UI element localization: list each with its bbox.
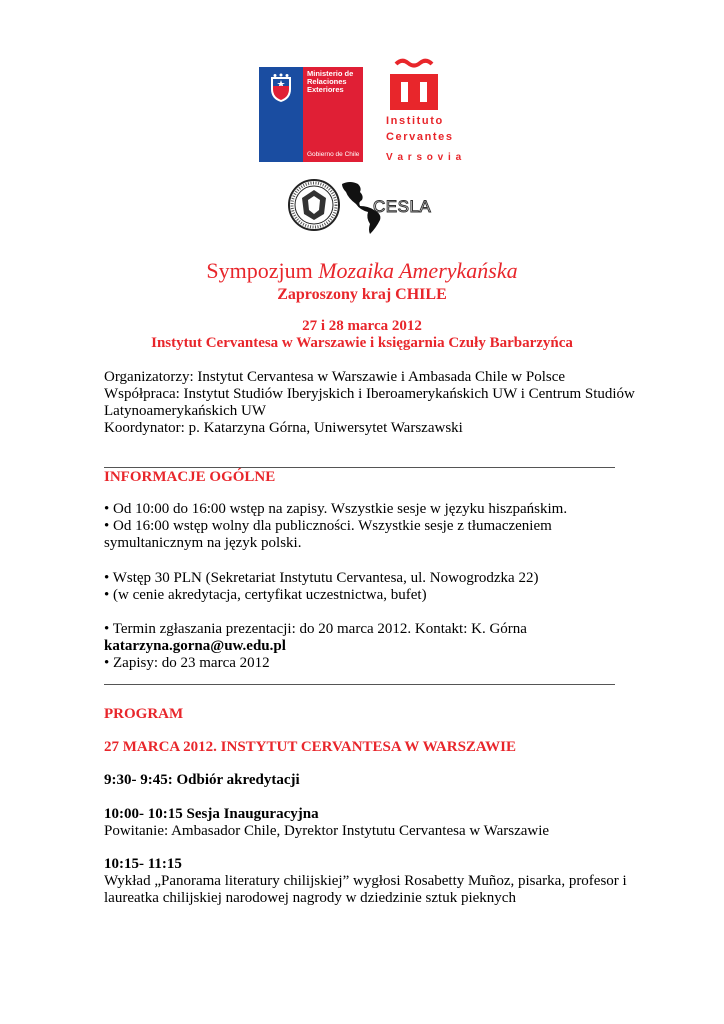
info-bullet: • Od 16:00 wstęp wolny dla publiczności. Wszystkie sesje z tłumaczeniem [104, 518, 552, 534]
chile-ministry-name: Ministerio de Relaciones Exteriores [307, 69, 354, 94]
program-day-heading: 27 MARCA 2012. INSTYTUT CERVANTESA W WARSZAWIE [104, 739, 516, 755]
info-bullet: • Zapisy: do 23 marca 2012 [104, 655, 270, 671]
contact-email[interactable]: katarzyna.gorna@uw.edu.pl [104, 638, 286, 654]
info-bullet: • (w cenie akredytacja, certyfikat uczestnictwa, bufet) [104, 587, 427, 603]
divider [104, 467, 615, 468]
info-bullet: • Termin zgłaszania prezentacji: do 20 marca 2012. Kontakt: K. Górna [104, 621, 527, 637]
university-seal-icon [287, 178, 341, 232]
event-dates: 27 i 28 marca 2012 [302, 318, 422, 334]
event-venue: Instytut Cervantesa w Warszawie i księgarnia Czuły Barbarzyńca [151, 335, 573, 351]
chile-ministry-logo [259, 67, 363, 162]
symposium-title: Sympozjum Mozaika Amerykańska [206, 258, 518, 283]
divider [104, 684, 615, 685]
cervantes-line3: V a r s o v i a [386, 152, 463, 163]
session-description-cont: laureatka chilijskiej narodowej nagrody w dziedzinie sztuk pieknych [104, 890, 516, 906]
session-description: Wykład „Panorama literatury chilijskiej” wygłosi Rosabetty Muñoz, pisarka, profesor i [104, 873, 627, 889]
chile-coat-of-arms-icon [269, 73, 293, 103]
cervantes-line1: Instituto [386, 115, 444, 127]
instituto-cervantes-logo-mark [386, 58, 442, 116]
coordinator-line: Koordynator: p. Katarzyna Górna, Uniwersytet Warszawski [104, 420, 463, 436]
cooperation-line-cont: Latynoamerykańskich UW [104, 403, 267, 419]
program-heading: PROGRAM [104, 706, 184, 722]
cervantes-line2: Cervantes [386, 131, 454, 143]
session-time: 9:30- 9:45: Odbiór akredytacji [104, 772, 300, 788]
session-time: 10:15- 11:15 [104, 856, 182, 872]
cesla-logo-text: CESLA [373, 197, 432, 216]
organizers-line: Organizatorzy: Instytut Cervantesa w Warszawie i Ambasada Chile w Polsce [104, 369, 566, 385]
session-time: 10:00- 10:15 Sesja Inauguracyjna [104, 806, 319, 822]
info-bullet: • Od 10:00 do 16:00 wstęp na zapisy. Wszystkie sesje w języku hiszpańskim. [104, 501, 568, 517]
session-description: Powitanie: Ambasador Chile, Dyrektor Instytutu Cervantesa w Warszawie [104, 823, 550, 839]
info-bullet-cont: symultanicznym na język polski. [104, 535, 302, 551]
cooperation-line: Współpraca: Instytut Studiów Iberyjskich i Iberoamerykańskich UW i Centrum Studiów [104, 386, 635, 402]
info-bullet: • Wstęp 30 PLN (Sekretariat Instytutu Cervantesa, ul. Nowogrodzka 22) [104, 570, 539, 586]
chile-government-label: Gobierno de Chile [307, 151, 360, 158]
info-heading: INFORMACJE OGÓLNE [104, 469, 276, 485]
guest-country: Zaproszony kraj CHILE [277, 286, 447, 303]
